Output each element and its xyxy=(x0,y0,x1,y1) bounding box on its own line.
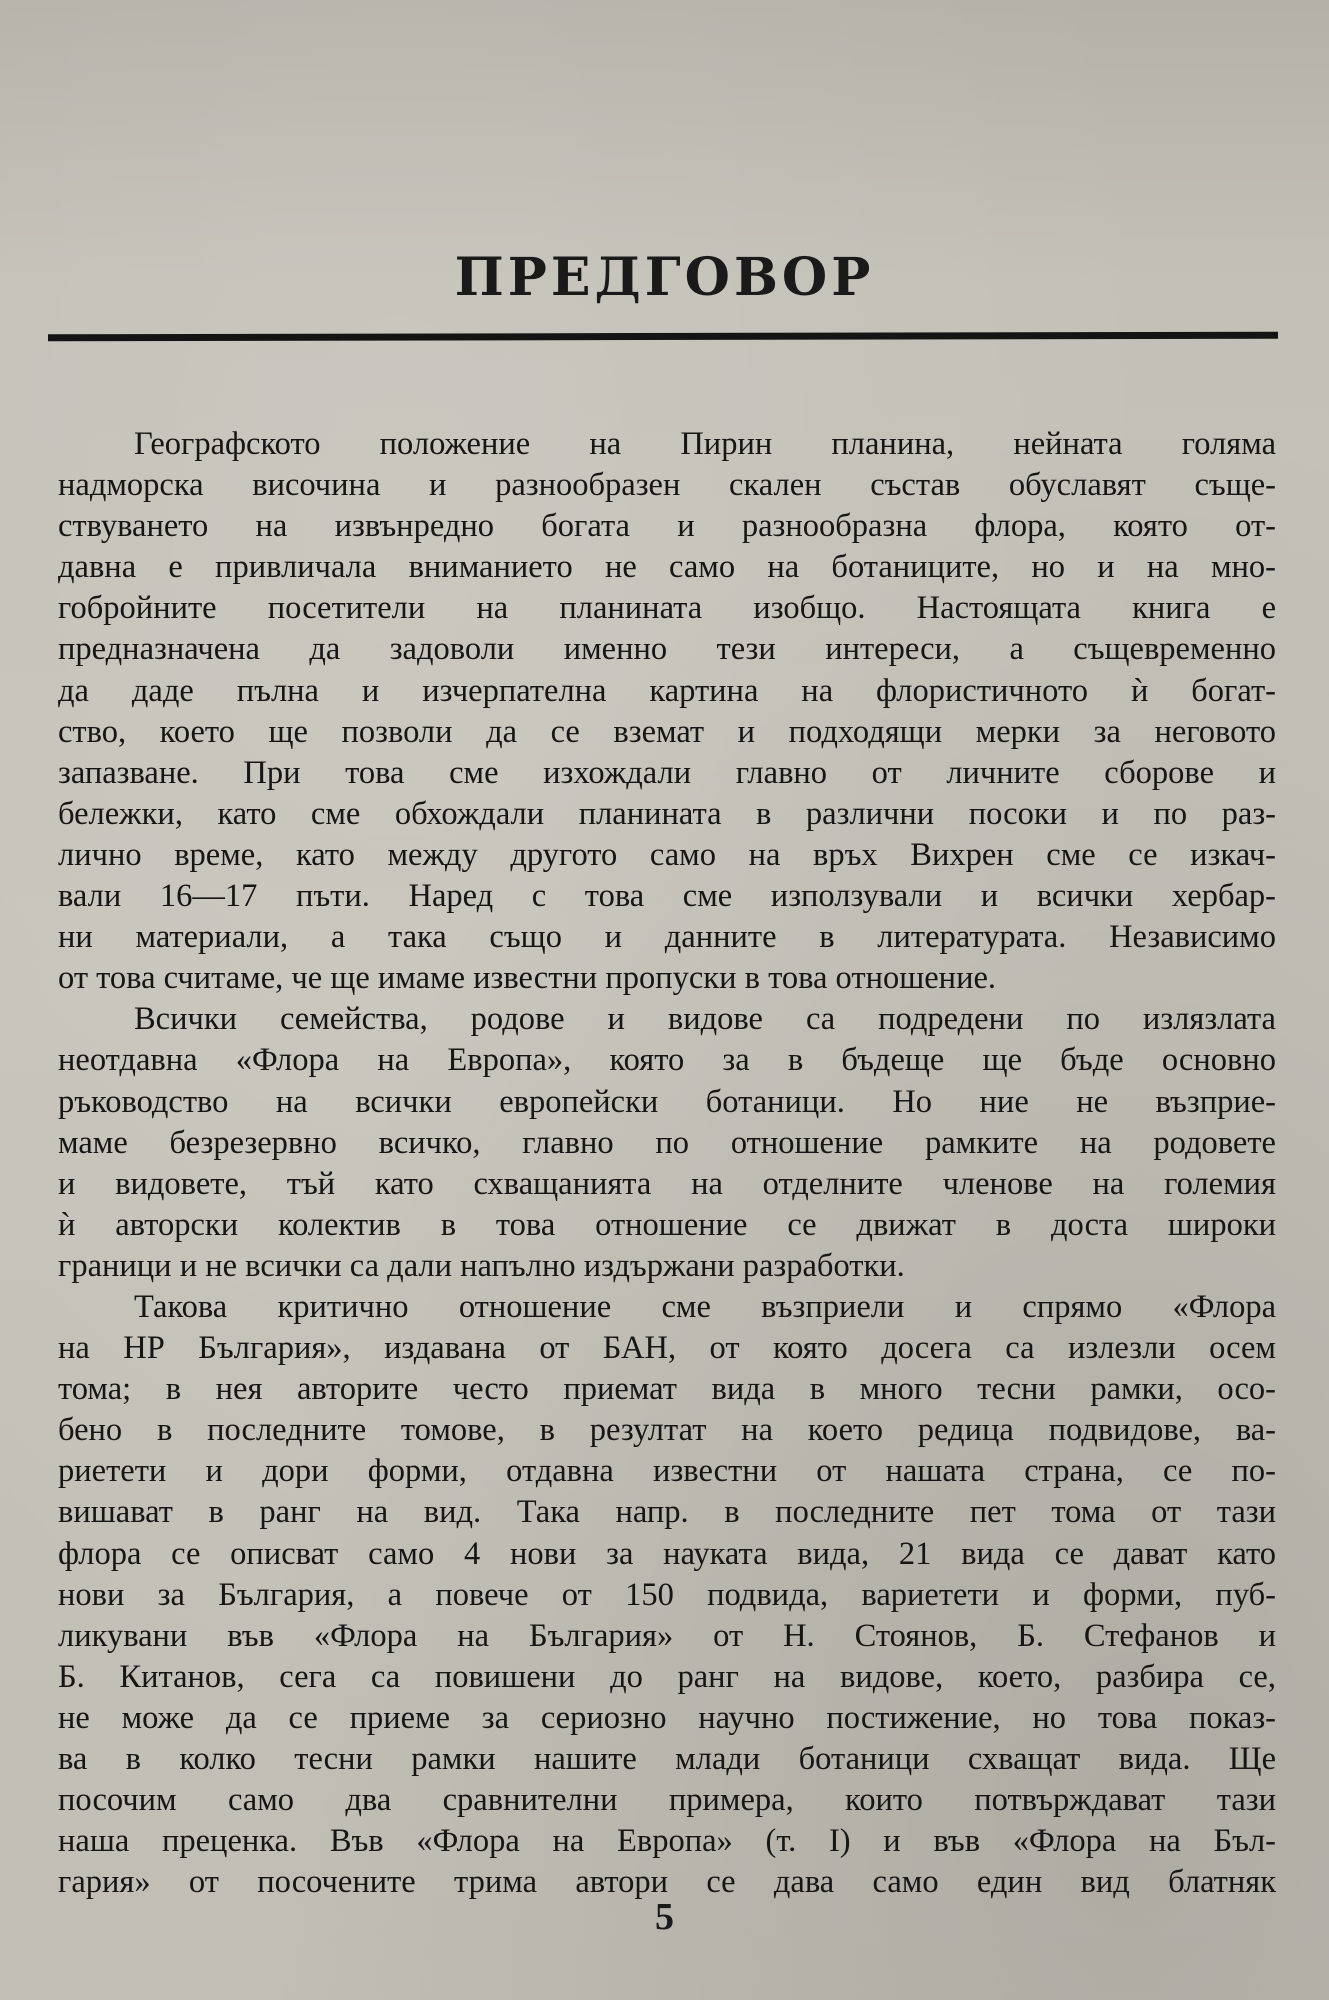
text-line: маме безрезервно всичко, главно по отношение рамките на родовете xyxy=(58,1124,1276,1161)
text-line: от това считаме, че ще имаме известни пропуски в това отношение. xyxy=(58,960,997,997)
text-line: ствуването на извънредно богата и разнообразна флора, която от- xyxy=(58,508,1276,545)
text-line: Такова критично отношение сме възприели и спрямо «Флора xyxy=(134,1288,1276,1325)
text-line: ѝ авторски колектив в това отношение се движат в доста широки xyxy=(58,1206,1276,1243)
text-line: вали 16—17 пъти. Наред с това сме използували и всички хербар- xyxy=(58,878,1276,915)
text-line: бено в последните томове, в резултат на което редица подвидове, ва- xyxy=(58,1412,1276,1449)
text-line: вишават в ранг на вид. Така напр. в последните пет тома от тази xyxy=(58,1494,1276,1531)
text-line: граници и не всички са дали напълно издържани разработки. xyxy=(58,1247,905,1284)
text-line: ликувани във «Флора на България» от Н. Стоянов, Б. Стефанов и xyxy=(58,1617,1276,1654)
text-line: и видовете, тъй като схващанията на отделните членове на големия xyxy=(58,1165,1276,1202)
text-line: ръководство на всички европейски ботаници. Но ние не възприе- xyxy=(58,1083,1276,1120)
text-line: Б. Китанов, сега са повишени до ранг на видове, което, разбира се, xyxy=(58,1658,1276,1695)
text-line: тома; в нея авторите често приемат вида в много тесни рамки, осо- xyxy=(58,1371,1276,1408)
text-line: надморска височина и разнообразен скален състав обуславят съще- xyxy=(58,467,1276,504)
text-line: лично време, като между другото само на връх Вихрен сме се изкач- xyxy=(58,836,1276,873)
text-line: гобройните посетители на планината изобщо. Настоящата книга е xyxy=(58,590,1276,627)
text-line: неотдавна «Флора на Европа», която за в бъдеще ще бъде основно xyxy=(58,1042,1276,1079)
text-line: гария» от посочените трима автори се дава само един вид блатняк xyxy=(58,1864,1276,1901)
text-line: Всички семейства, родове и видове са подредени по излязлата xyxy=(134,1001,1276,1038)
text-line: наша преценка. Във «Флора на Европа» (т. I) и във «Флора на Бъл- xyxy=(58,1823,1276,1860)
text-line: бележки, като сме обхождали планината в различни посоки и по раз- xyxy=(58,795,1276,832)
text-line: давна е привличала вниманието не само на ботаниците, но и на мно- xyxy=(58,549,1276,586)
text-line: запазване. При това сме изхождали главно от личните сборове и xyxy=(58,754,1276,791)
text-line: ва в колко тесни рамки нашите млади ботаници схващат вида. Ще xyxy=(58,1741,1276,1777)
text-line: посочим само два сравнителни примера, които потвърждават тази xyxy=(58,1782,1276,1819)
body-text xyxy=(58,424,1276,1903)
text-line: ни материали, а така също и данните в литературата. Независимо xyxy=(58,919,1276,956)
text-line: предназначена да задоволи именно тези интереси, а същевременно xyxy=(58,631,1276,668)
text-line: флора се описват само 4 нови за науката вида, 21 вида се дават като xyxy=(58,1535,1276,1572)
text-line: да даде пълна и изчерпателна картина на флористичното ѝ богат- xyxy=(58,672,1276,709)
text-line: нови за България, а повече от 150 подвида, вариетети и форми, пуб- xyxy=(58,1576,1276,1613)
text-line: риетети и дори форми, отдавна известни от нашата страна, се по- xyxy=(58,1453,1276,1490)
text-line: не може да се приеме за сериозно научно постижение, но това показ- xyxy=(58,1699,1276,1736)
page-title: ПРЕДГОВОР xyxy=(454,247,875,308)
page-number: 5 xyxy=(655,1896,674,1938)
text-line: Географското положение на Пирин планина, нейната голяма xyxy=(134,426,1276,462)
text-line: ство, което ще позволи да се вземат и подходящи мерки за неговото xyxy=(58,713,1276,750)
text-line: на НР България», издавана от БАН, от която досега са излезли осем xyxy=(58,1330,1276,1367)
